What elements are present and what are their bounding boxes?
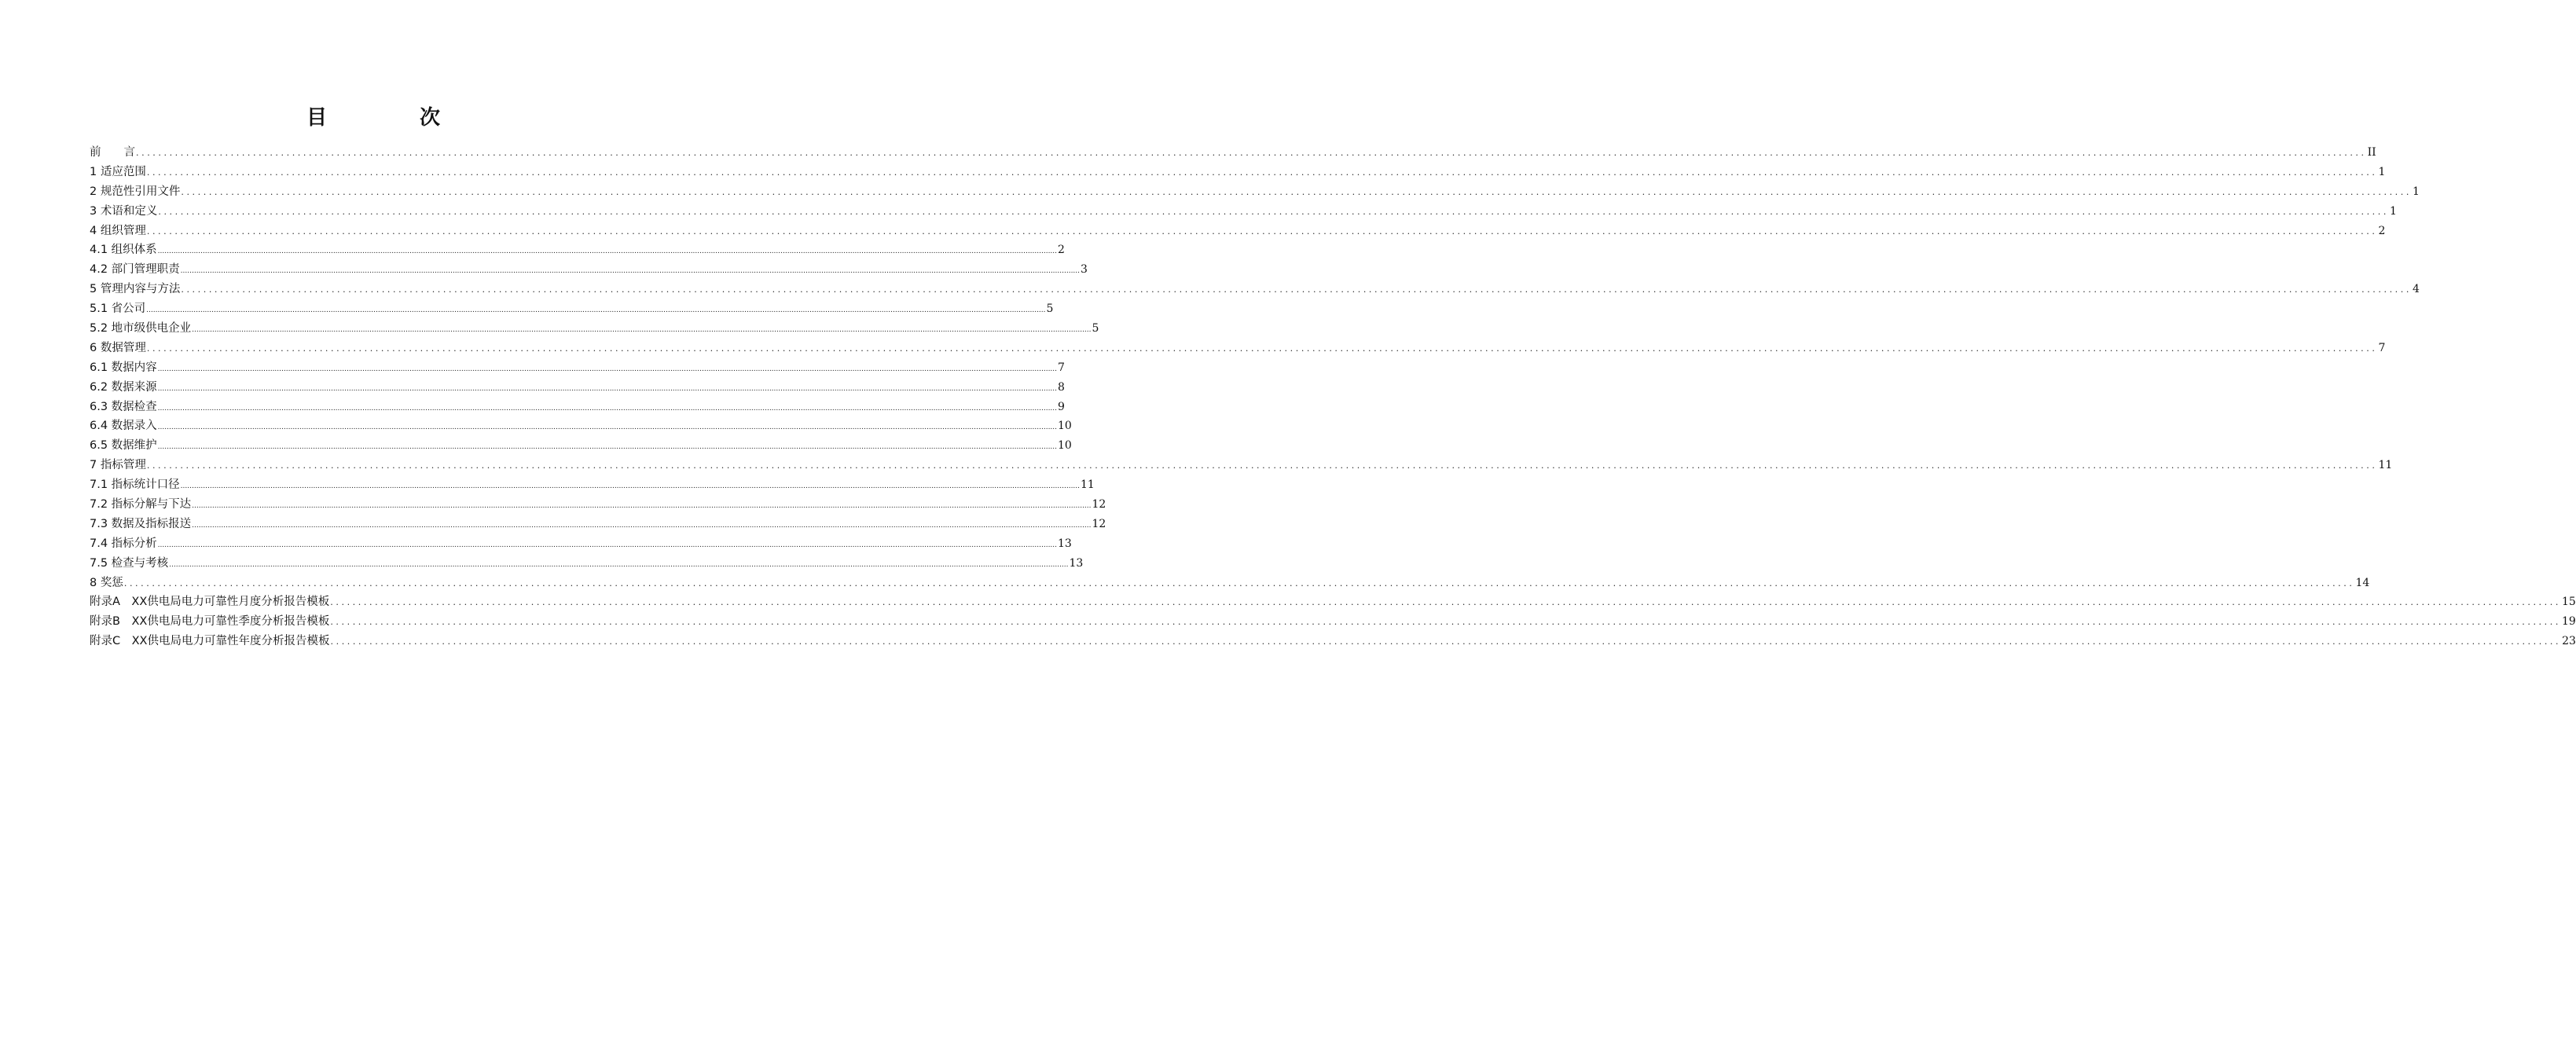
toc-entry-label: 4 组织管理	[90, 224, 146, 237]
toc-entry[interactable]	[90, 222, 2386, 241]
toc-entry[interactable]	[90, 182, 2420, 202]
toc-entry-label: 前 言	[90, 146, 135, 159]
toc-entry[interactable]	[90, 534, 1072, 554]
toc-leader-dots: ................................................................................................................................................................................................................................................................................................................................................................................................................	[180, 482, 1081, 491]
toc-entry-page-number: 7	[1058, 361, 1065, 374]
toc-entry-page-number: 1	[2378, 165, 2386, 178]
toc-entry-label: 7.4 指标分析	[90, 537, 157, 550]
toc-entry[interactable]	[90, 612, 2576, 632]
toc-entry-page-number: 19	[2561, 615, 2576, 629]
toc-entry-label: 5.2 地市级供电企业	[90, 322, 192, 336]
toc-entry-label: 7 指标管理	[90, 459, 146, 472]
toc-entry-page-number: II	[2367, 146, 2376, 159]
toc-leader-dots: ................................................................................................................................................................................................................................................................................................................................................................................................................	[123, 578, 2355, 588]
toc-entry-label: 7.1 指标统计口径	[90, 478, 180, 492]
toc-entry[interactable]	[90, 143, 2376, 163]
toc-entry-page-number: 12	[1092, 498, 1106, 512]
toc-entry-page-number: 5	[1092, 322, 1099, 336]
toc-leader-dots: ................................................................................................................................................................................................................................................................................................................................................................................................................	[157, 404, 1058, 412]
toc-entry[interactable]	[90, 515, 1106, 534]
toc-entry[interactable]	[90, 358, 1065, 378]
toc-entry-label: 6.4 数据录入	[90, 420, 157, 433]
toc-entry-page-number: 5	[1046, 302, 1054, 316]
toc-entry[interactable]	[90, 436, 1072, 456]
toc-leader-dots: ................................................................................................................................................................................................................................................................................................................................................................................................................	[330, 636, 2562, 647]
toc-entry[interactable]	[90, 319, 1099, 339]
toc-leader-dots: ................................................................................................................................................................................................................................................................................................................................................................................................................	[181, 186, 2412, 197]
toc-entry-page-number: 11	[2378, 459, 2393, 472]
toc-leader-dots: ................................................................................................................................................................................................................................................................................................................................................................................................................	[157, 443, 1058, 452]
toc-entry-label: 附录C XX供电局电力可靠性年度分析报告模板	[90, 635, 330, 648]
toc-leader-dots: ................................................................................................................................................................................................................................................................................................................................................................................................................	[192, 521, 1092, 530]
toc-leader-dots: ................................................................................................................................................................................................................................................................................................................................................................................................................	[146, 343, 2378, 354]
toc-entry-label: 4.1 组织体系	[90, 244, 157, 257]
toc-entry-page-number: 10	[1058, 420, 1072, 433]
toc-entry-label: 6.1 数据内容	[90, 361, 157, 374]
toc-leader-dots: ................................................................................................................................................................................................................................................................................................................................................................................................................	[146, 460, 2378, 471]
toc-entry-page-number: 15	[2561, 596, 2576, 609]
toc-entry-page-number: 12	[1092, 517, 1106, 530]
toc-entry-page-number: 11	[1081, 478, 1095, 492]
toc-leader-dots: ................................................................................................................................................................................................................................................................................................................................................................................................................	[330, 597, 2561, 608]
toc-entry[interactable]	[90, 240, 1065, 260]
table-of-contents	[90, 143, 2576, 651]
toc-entry-page-number: 4	[2412, 283, 2420, 296]
toc-entry[interactable]	[90, 398, 1065, 417]
toc-leader-dots: ................................................................................................................................................................................................................................................................................................................................................................................................................	[330, 617, 2561, 628]
toc-entry-label: 6.3 数据检查	[90, 400, 157, 413]
toc-entry-label: 5.1 省公司	[90, 302, 146, 316]
page-title: 目 次	[306, 106, 476, 130]
toc-entry-page-number: 13	[1058, 537, 1072, 550]
toc-leader-dots: ................................................................................................................................................................................................................................................................................................................................................................................................................	[157, 384, 1058, 393]
toc-entry-page-number: 23	[2562, 635, 2576, 648]
toc-leader-dots: ................................................................................................................................................................................................................................................................................................................................................................................................................	[192, 326, 1092, 335]
toc-leader-dots: ................................................................................................................................................................................................................................................................................................................................................................................................................	[157, 365, 1058, 373]
toc-entry-page-number: 7	[2378, 341, 2386, 354]
toc-entry-label: 8 奖惩	[90, 576, 123, 589]
toc-entry-label: 1 适应范围	[90, 165, 146, 178]
toc-leader-dots: ................................................................................................................................................................................................................................................................................................................................................................................................................	[146, 167, 2378, 178]
toc-leader-dots: ................................................................................................................................................................................................................................................................................................................................................................................................................	[169, 560, 1069, 569]
toc-entry[interactable]	[90, 475, 1095, 495]
toc-leader-dots: ................................................................................................................................................................................................................................................................................................................................................................................................................	[146, 226, 2378, 236]
toc-entry[interactable]	[90, 456, 2393, 475]
toc-entry-label: 6.5 数据维护	[90, 439, 157, 453]
toc-entry[interactable]	[90, 299, 1054, 319]
toc-entry[interactable]	[90, 280, 2420, 299]
toc-leader-dots: ................................................................................................................................................................................................................................................................................................................................................................................................................	[136, 148, 2367, 158]
toc-entry[interactable]	[90, 416, 1072, 436]
toc-entry-page-number: 8	[1058, 380, 1065, 394]
toc-leader-dots: ................................................................................................................................................................................................................................................................................................................................................................................................................	[157, 424, 1058, 432]
toc-entry[interactable]	[90, 592, 2576, 612]
toc-entry-page-number: 2	[2378, 224, 2386, 237]
toc-entry-page-number: 3	[1081, 263, 1088, 277]
toc-entry-page-number: 14	[2355, 576, 2370, 589]
toc-entry-label: 6 数据管理	[90, 341, 146, 354]
toc-leader-dots: ................................................................................................................................................................................................................................................................................................................................................................................................................	[146, 306, 1046, 315]
toc-entry[interactable]	[90, 554, 1084, 574]
toc-entry-label: 3 术语和定义	[90, 204, 158, 218]
toc-entry[interactable]	[90, 260, 1088, 280]
toc-entry[interactable]	[90, 574, 2370, 593]
toc-entry-page-number: 2	[1058, 244, 1065, 257]
toc-entry-label: 4.2 部门管理职责	[90, 263, 180, 277]
toc-entry-page-number: 9	[1058, 400, 1065, 413]
toc-leader-dots: ................................................................................................................................................................................................................................................................................................................................................................................................................	[158, 206, 2389, 217]
toc-entry[interactable]	[90, 378, 1065, 398]
toc-entry-page-number: 1	[2412, 185, 2420, 198]
toc-entry-page-number: 1	[2389, 204, 2397, 218]
toc-entry[interactable]	[90, 339, 2386, 358]
toc-entry-label: 2 规范性引用文件	[90, 185, 181, 198]
toc-leader-dots: ................................................................................................................................................................................................................................................................................................................................................................................................................	[192, 502, 1092, 511]
toc-entry[interactable]	[90, 202, 2397, 222]
toc-entry-label: 5 管理内容与方法	[90, 283, 181, 296]
toc-leader-dots: ................................................................................................................................................................................................................................................................................................................................................................................................................	[157, 248, 1058, 256]
toc-entry[interactable]	[90, 632, 2576, 651]
toc-entry-page-number: 13	[1069, 556, 1084, 570]
toc-entry-label: 7.5 检查与考核	[90, 556, 169, 570]
toc-entry[interactable]	[90, 495, 1106, 515]
toc-leader-dots: ................................................................................................................................................................................................................................................................................................................................................................................................................	[181, 284, 2412, 295]
toc-entry-label: 附录B XX供电局电力可靠性季度分析报告模板	[90, 615, 330, 629]
toc-entry-label: 附录A XX供电局电力可靠性月度分析报告模板	[90, 596, 330, 609]
toc-entry-page-number: 10	[1058, 439, 1072, 453]
toc-entry[interactable]	[90, 163, 2386, 182]
toc-entry-label: 7.3 数据及指标报送	[90, 517, 192, 530]
toc-leader-dots: ................................................................................................................................................................................................................................................................................................................................................................................................................	[157, 541, 1058, 549]
toc-leader-dots: ................................................................................................................................................................................................................................................................................................................................................................................................................	[180, 267, 1081, 276]
toc-entry-label: 7.2 指标分解与下达	[90, 498, 192, 512]
toc-entry-label: 6.2 数据来源	[90, 380, 157, 394]
